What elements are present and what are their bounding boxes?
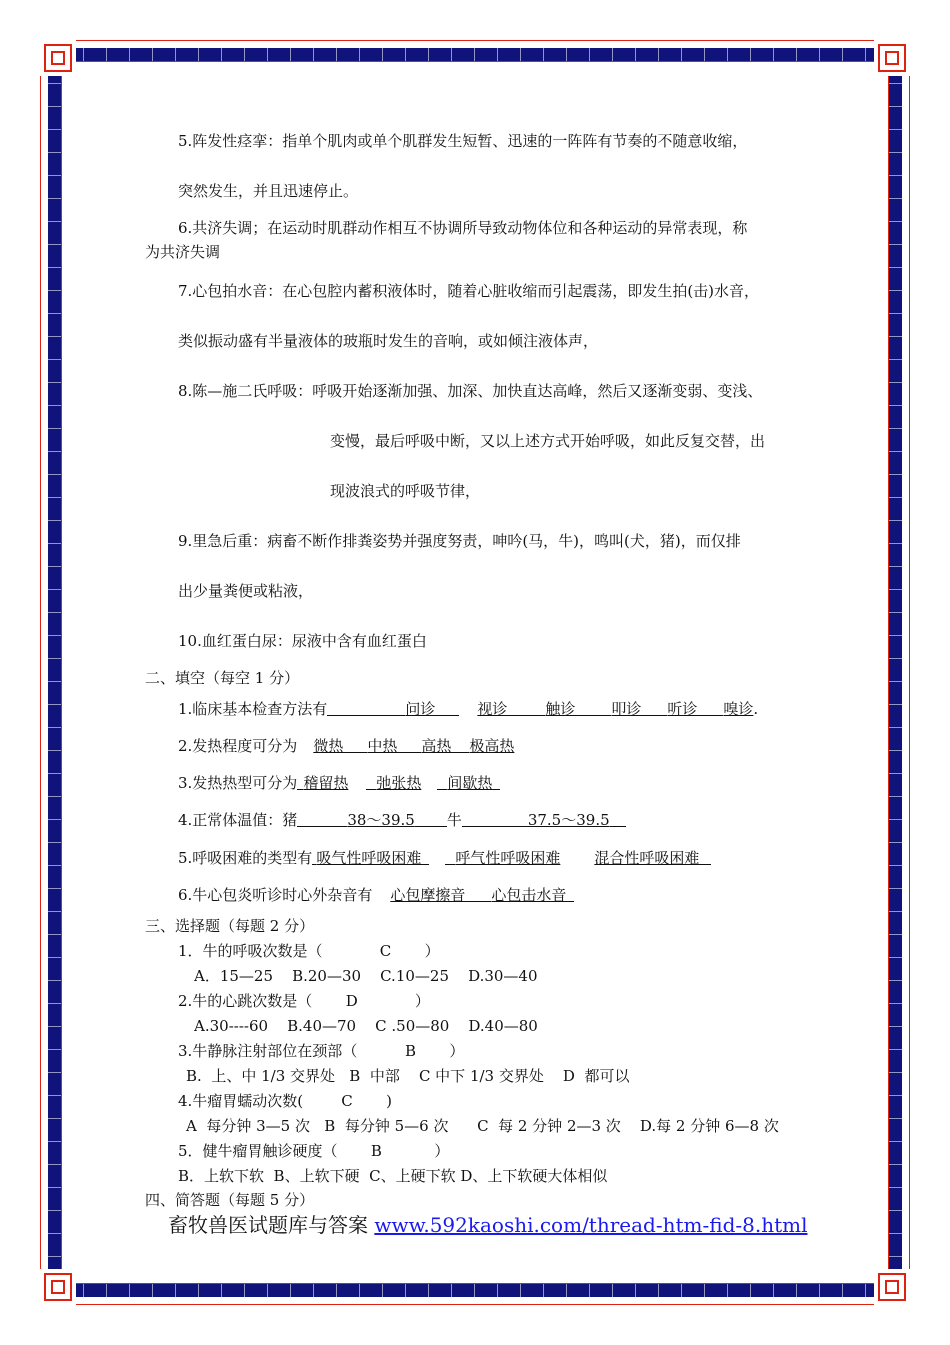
- definition-line: 9.里急后重：病畜不断作排粪姿势并强度努责，呻吟(马，牛)，鸣叫(犬，猪)，而仅排: [178, 532, 741, 550]
- choice-options: A 每分钟 3—5 次 B 每分钟 5—6 次 C 每 2 分钟 2—3 次 D.每 2 分钟 6—8 次: [186, 1117, 779, 1135]
- definition-line: 10.血红蛋白尿：尿液中含有血红蛋白: [178, 632, 427, 650]
- definition-line: 5.阵发性痉挛：指单个肌肉或单个肌群发生短暂、迅速的一阵阵有节奏的不随意收缩，: [178, 132, 748, 150]
- choice-options: B. 上、中 1/3 交界处 B 中部 C 中下 1/3 交界处 D 都可以: [186, 1067, 630, 1085]
- definition-line: 7.心包拍水音：在心包腔内蓄积液体时，随着心脏收缩而引起震荡，即发生拍(击)水音，: [178, 282, 760, 300]
- fill-question-4: 4.正常体温值：猪 38～39.5 牛 37.5～39.5: [178, 810, 626, 830]
- footer: [168, 1212, 808, 1238]
- frame-ticks-bottom: [61, 1284, 889, 1297]
- choice-options: A.30----60 B.40—70 C .50—80 D.40—80: [194, 1017, 538, 1035]
- choice-options: B．上软下软 B、上软下硬 C、上硬下软 D、上下软硬大体相似: [178, 1167, 608, 1185]
- footer-link[interactable]: www.592kaoshi.com/thread-htm-fid-8.html: [374, 1213, 808, 1237]
- fill-question-6: 6.牛心包炎听诊时心外杂音有 心包摩擦音 心包击水音: [178, 885, 574, 905]
- choice-question: 4.牛瘤胃蠕动次数( C ): [178, 1092, 393, 1110]
- fill-question-2: 2.发热程度可分为 微热 中热 高热 极高热: [178, 737, 515, 755]
- corner-ornament-bottom-right: [874, 1269, 910, 1305]
- frame-ticks-top: [61, 48, 889, 61]
- section-heading-fill-blank: 二、填空（每空 1 分）: [145, 669, 300, 687]
- fill-question-1: 1.临床基本检查方法有 问诊 视诊 触诊 叩诊 听诊 嗅诊.: [178, 700, 759, 718]
- definition-line: 类似振动盛有半量液体的玻瓶时发生的音响，或如倾注液体声，: [178, 332, 599, 350]
- choice-question: 5．健牛瘤胃触诊硬度（ B ）: [178, 1142, 450, 1160]
- fill-question-5: 5.呼吸困难的类型有 吸气性呼吸困难 呼气性呼吸困难 混合性呼吸困难: [178, 848, 711, 868]
- corner-ornament-top-left: [40, 40, 76, 76]
- frame-ticks-right: [889, 61, 902, 1284]
- definition-line: 6.共济失调；在运动时肌群动作相互不协调所导致动物体位和各种运动的异常表现，称: [178, 219, 748, 237]
- choice-options: A．15—25 B.20—30 C.10—25 D.30—40: [194, 967, 538, 985]
- definition-line: 现波浪式的呼吸节律，: [330, 482, 481, 500]
- section-heading-choice: 三、选择题（每题 2 分）: [145, 917, 315, 935]
- corner-ornament-top-right: [874, 40, 910, 76]
- choice-question: 1．牛的呼吸次数是（ C ）: [178, 942, 440, 960]
- fill-question-3: 3.发热热型可分为 稽留热 弛张热 间歇热: [178, 773, 500, 793]
- frame-ticks-left: [48, 61, 61, 1284]
- definition-line: 突然发生，并且迅速停止。: [178, 182, 359, 200]
- definition-line: 出少量粪便或粘液，: [178, 582, 314, 600]
- definition-line: 变慢，最后呼吸中断，又以上述方式开始呼吸，如此反复交替，出: [330, 432, 766, 450]
- definition-line: 8.陈—施二氏呼吸：呼吸开始逐渐加强、加深、加快直达高峰，然后又逐渐变弱、变浅、: [178, 382, 763, 400]
- choice-question: 2.牛的心跳次数是（ D ）: [178, 992, 430, 1010]
- definition-line: 为共济失调: [145, 243, 221, 261]
- choice-question: 3.牛静脉注射部位在颈部（ B ）: [178, 1042, 465, 1060]
- footer-label: 畜牧兽医试题库与答案: [168, 1213, 375, 1237]
- corner-ornament-bottom-left: [40, 1269, 76, 1305]
- section-heading-short-answer: 四、简答题（每题 5 分）: [145, 1191, 315, 1209]
